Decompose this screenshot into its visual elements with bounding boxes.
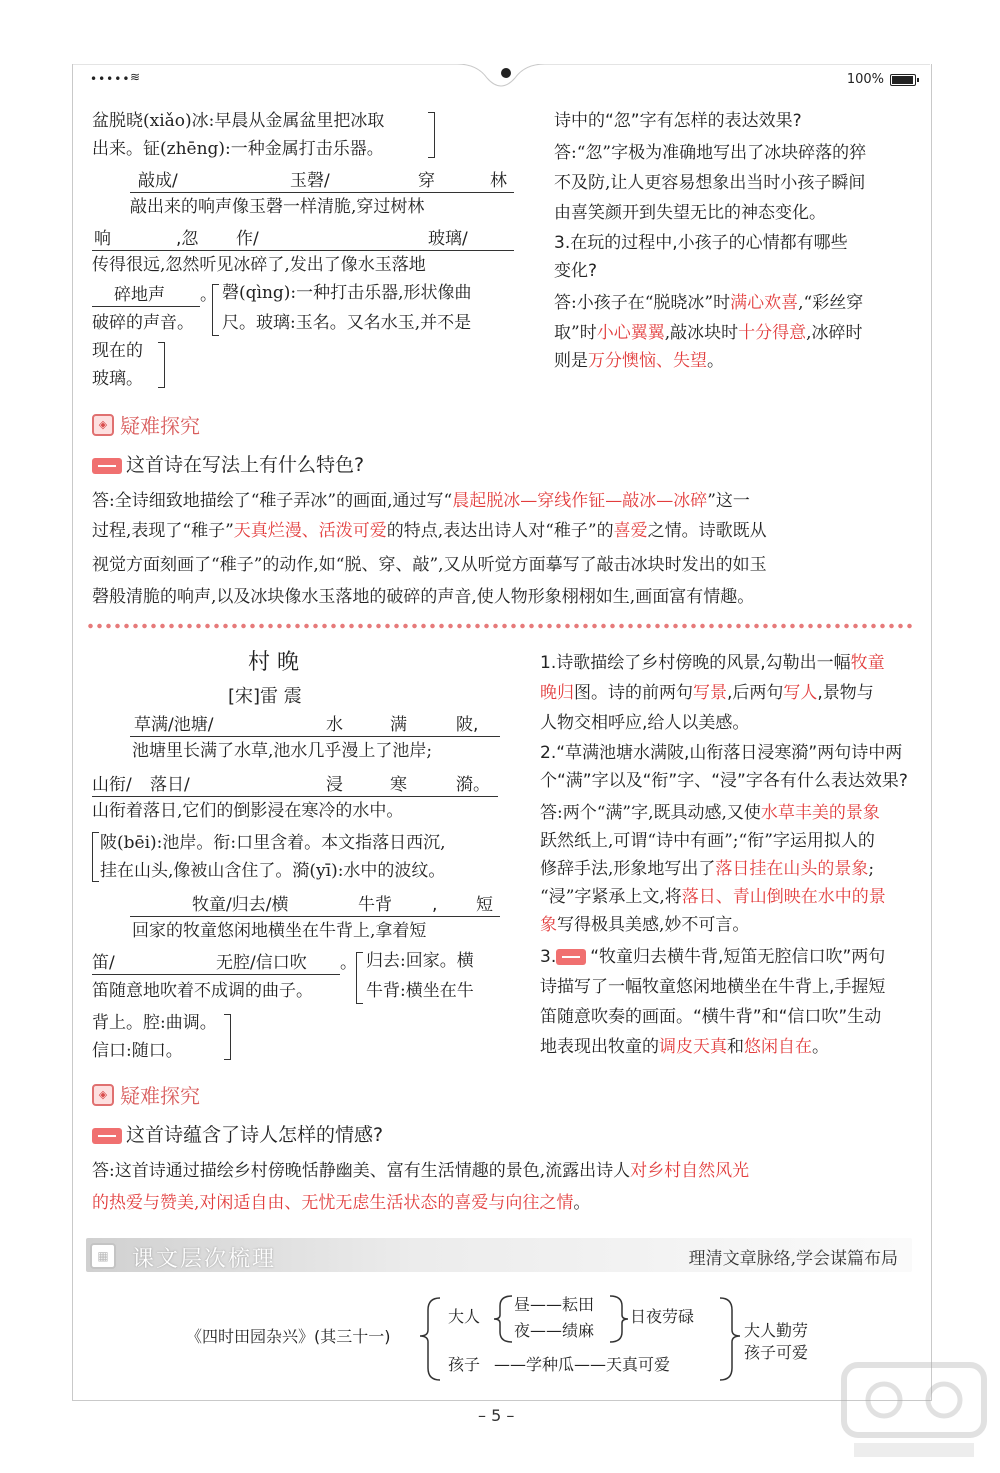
answer-line: [554, 348, 724, 374]
translation-line: 传得很远,忽然听见冰碎了,发出了像水玉落地: [92, 255, 426, 275]
answer-line: [92, 1158, 749, 1184]
answer-highlight: 写人: [783, 683, 818, 703]
question-text: 地表现出牧童的: [540, 1037, 659, 1057]
diagram-conclusion: 孩子可爱: [744, 1343, 809, 1362]
poem-rhythm: 。: [200, 285, 217, 305]
note-bracket: [92, 832, 99, 882]
poem-rhythm: 草满/池塘/: [134, 715, 214, 735]
answer-highlight: 象: [540, 915, 557, 935]
question-text: 和: [727, 1037, 744, 1057]
underline: [130, 192, 514, 193]
answer-text: 。: [573, 1193, 591, 1213]
poem-rhythm: 碎地声: [114, 285, 165, 305]
answer-line: 视觉方面刻画了“稚子”的动作,如“脱、穿、敲”,又从听觉方面摹写了敲击冰块时发出的如玉: [92, 555, 767, 575]
banner-title: 课文层次梳理: [132, 1247, 277, 1272]
battery-icon: [890, 74, 916, 86]
poem-rhythm: 无腔/信口吹: [216, 953, 307, 973]
question-tag-icon: [92, 1128, 122, 1144]
diagram-child-chain: ——学种瓜——天真可爱: [494, 1355, 671, 1374]
answer-line: [92, 1190, 590, 1216]
section-banner: [86, 1238, 912, 1272]
note-bracket: [212, 284, 219, 336]
note-line: 信口:随口。: [92, 1041, 183, 1061]
question-text: 这首诗在写法上有什么特色?: [126, 454, 365, 476]
poem-rhythm: 林: [490, 171, 507, 191]
underline: [130, 916, 500, 917]
poem-rhythm: 敲成/: [138, 171, 178, 191]
answer-text: ;: [868, 859, 875, 879]
answer-text: 的特点,表达出诗人对“稚子”的: [386, 521, 614, 541]
banner-subtitle: 理清文章脉络,学会谋篇布局: [688, 1249, 898, 1269]
diagram-night: 夜——绩麻: [514, 1321, 595, 1340]
answer-highlight: 晨起脱冰—穿线作钲—敲冰—冰碎: [452, 491, 708, 511]
question-text: 3.: [540, 947, 557, 967]
banner-icon: ▦: [90, 1243, 116, 1269]
answer-highlight: 调皮天真: [659, 1037, 727, 1057]
answer-line: 由喜笑颜开到失望无比的神态变化。: [554, 203, 826, 223]
section-heading: [92, 1080, 200, 1109]
answer-highlight: 晚归: [540, 683, 574, 703]
answer-text: 之情。诗歌既从: [647, 521, 767, 541]
answer-highlight: 落日、青山倒映在水中的景: [681, 887, 886, 907]
answer-text: 则是: [554, 351, 588, 371]
note-line: 盆脱晓(xiǎo)冰:早晨从金属盆里把冰取: [92, 111, 385, 131]
answer-line: 跃然纸上,可谓“诗中有画”;“衔”字运用拟人的: [540, 831, 875, 851]
note-bracket: [356, 952, 363, 1004]
section-icon: ◈: [92, 1084, 114, 1106]
underline: [92, 796, 498, 797]
poem-rhythm: 作/: [236, 229, 259, 249]
wifi-icon: ≋: [130, 70, 141, 84]
note-bracket: [158, 342, 165, 388]
note-bracket: [224, 1014, 231, 1060]
translation-line: 回家的牧童悠闲地横坐在牛背上,拿着短: [132, 921, 427, 941]
dotted-divider: [86, 622, 914, 630]
poem-rhythm: 。: [340, 953, 357, 973]
poem-rhythm: 笛/: [92, 953, 115, 973]
answer-text: 答:两个“满”字,既具动感,又使: [540, 803, 761, 823]
note-line: 出来。钲(zhēng):一种金属打击乐器。: [92, 139, 384, 159]
question-line: [92, 452, 364, 478]
answer-text: 取”时: [554, 323, 597, 343]
poem-rhythm: 陂,: [456, 715, 479, 735]
diagram-adult: 大人: [448, 1307, 481, 1326]
poem-rhythm: 浸: [326, 775, 343, 795]
note-line: 现在的: [92, 341, 143, 361]
watermark-logo: [834, 1355, 994, 1465]
question-text: 图。诗的前两句: [574, 683, 693, 703]
note-bracket: [428, 112, 435, 158]
poem-rhythm: 响: [94, 229, 111, 249]
battery-percent: 100%: [846, 72, 884, 87]
answer-text: 写得极具美感,妙不可言。: [557, 915, 750, 935]
poem-rhythm: 寒: [390, 775, 407, 795]
section-title: 疑难探究: [120, 414, 200, 438]
question-text: 变化?: [554, 261, 598, 281]
underline: [92, 306, 200, 307]
section-heading: [92, 410, 200, 439]
answer-text: 答:小孩子在“脱晓冰”时: [554, 293, 731, 313]
answer-line: [92, 518, 767, 544]
answer-line: [540, 856, 874, 882]
question-text: 这首诗蕴含了诗人怎样的情感?: [126, 1124, 384, 1146]
poem-rhythm: 牛背: [358, 895, 392, 915]
question-text: 3.在玩的过程中,小孩子的心情都有哪些: [554, 233, 848, 253]
question-text: ,后两句: [727, 683, 784, 703]
note-line: 牛背:横坐在牛: [366, 981, 474, 1001]
answer-highlight: 喜爱: [613, 521, 648, 541]
answer-text: 过程,表现了“稚子”: [92, 521, 234, 541]
answer-line: [540, 884, 886, 910]
translation-line: 池塘里长满了水草,池水几乎漫上了池岸;: [132, 741, 433, 761]
poem-rhythm: 满: [390, 715, 407, 735]
answer-text: 答:这首诗通过描绘乡村傍晚恬静幽美、富有生活情趣的景色,流露出诗人: [92, 1161, 631, 1181]
question-line: 个“满”字以及“衔”字、“浸”字各有什么表达效果?: [540, 771, 908, 791]
answer-line: [554, 290, 863, 316]
answer-line: [92, 488, 750, 514]
poem-rhythm: 漪。: [456, 775, 490, 795]
translation-line: 笛随意地吹着不成调的曲子。: [92, 981, 313, 1001]
question-line: 笛随意吹奏的画面。“横牛背”和“信口吹”生动: [540, 1007, 882, 1027]
note-line: 陂(bēi):池岸。衔:口里含着。本文指落日西沉,: [100, 833, 446, 853]
poem-rhythm: 牧童/归去/横: [192, 895, 289, 915]
note-line: 归去:回家。横: [366, 951, 474, 971]
underline: [92, 250, 514, 251]
answer-text: ,冰碎时: [806, 323, 863, 343]
poem-title: 村 晚: [248, 650, 299, 675]
answer-highlight: 天真烂漫、活泼可爱: [233, 521, 387, 541]
poem-rhythm: 山衔/: [92, 775, 132, 795]
question-line: 2.“草满池塘水满陂,山衔落日浸寒漪”两句诗中两: [540, 743, 903, 763]
note-line: 玻璃。: [92, 369, 143, 389]
poem-rhythm: ,: [432, 895, 438, 915]
answer-line: 磬般清脆的响声,以及冰块像水玉落地的破碎的声音,使人物形象栩栩如生,画面富有情趣。: [92, 587, 755, 607]
question-line: 诗描写了一幅牧童悠闲地横坐在牛背上,手握短: [540, 977, 886, 997]
question-text: “牧童归去横牛背,短笛无腔信口吹”两句: [590, 947, 886, 967]
poem-rhythm: 水: [326, 715, 343, 735]
answer-line: [540, 800, 880, 826]
underline: [130, 736, 500, 737]
camera-icon: [501, 68, 511, 78]
answer-highlight: 悠闲自在: [744, 1037, 812, 1057]
answer-text: ”这一: [707, 491, 750, 511]
answer-highlight: 水草丰美的景象: [760, 803, 880, 823]
answer-highlight: 万分懊恼、失望: [588, 351, 707, 371]
poem-author: [宋]雷 震: [228, 686, 302, 707]
answer-highlight: 写景: [693, 683, 727, 703]
note-line: 背上。腔:曲调。: [92, 1013, 217, 1033]
diagram-adult-summary: 日夜劳碌: [630, 1307, 695, 1326]
page-number: – 5 –: [478, 1406, 515, 1425]
answer-text: ,“彩丝穿: [798, 293, 864, 313]
section-icon: ◈: [92, 414, 114, 436]
answer-line: [540, 912, 749, 938]
question-line: [540, 650, 885, 676]
diagram-day: 昼——耘田: [514, 1295, 595, 1314]
note-line: 磬(qìng):一种打击乐器,形状像曲: [222, 283, 472, 303]
status-bar: [72, 64, 930, 100]
poem-rhythm: 玻璃/: [428, 229, 468, 249]
answer-text: 修辞手法,形象地写出了: [540, 859, 716, 879]
answer-highlight: 落日挂在山头的景象: [715, 859, 869, 879]
note-line: 尺。玻璃:玉名。又名水玉,并不是: [222, 313, 472, 333]
answer-highlight: 小心翼翼: [596, 323, 665, 343]
diagram-child: 孩子: [448, 1355, 481, 1374]
translation-line: 敲出来的响声像玉磬一样清脆,穿过树林: [130, 197, 425, 217]
question-line: [540, 1034, 829, 1060]
question-text: 。: [812, 1037, 829, 1057]
section-title: 疑难探究: [120, 1084, 200, 1108]
translation-line: 破碎的声音。: [92, 313, 194, 333]
question-text: 1.诗歌描绘了乡村傍晚的风景,勾勒出一幅: [540, 653, 851, 673]
question-tag-icon: [556, 949, 586, 965]
question-line: [540, 944, 885, 970]
diagram-root: 《四时田园杂兴》(其三十一): [186, 1327, 391, 1346]
diagram-conclusion: 大人勤劳: [744, 1321, 809, 1340]
poem-rhythm: 穿: [418, 171, 435, 191]
underline: [92, 974, 340, 975]
answer-text: “浸”字紧承上文,将: [540, 887, 682, 907]
answer-highlight: 十分得意: [738, 323, 807, 343]
question-tag-icon: [92, 458, 122, 474]
answer-line: 答:“忽”字极为准确地写出了冰块碎落的猝: [554, 143, 867, 163]
question-text: 诗中的“忽”字有怎样的表达效果?: [554, 111, 802, 131]
signal-icon: •••••: [90, 72, 131, 86]
answer-highlight: 满心欢喜: [730, 293, 799, 313]
poem-rhythm: 短: [476, 895, 493, 915]
question-text: ,景物与: [817, 683, 874, 703]
answer-highlight: 对乡村自然风光: [630, 1161, 750, 1181]
answer-highlight: 牧童: [850, 653, 885, 673]
translation-line: 山衔着落日,它们的倒影浸在寒冷的水中。: [92, 801, 404, 821]
answer-line: 不及防,让人更容易想象出当时小孩子瞬间: [554, 173, 866, 193]
question-line: [92, 1122, 383, 1148]
answer-highlight: 的热爱与赞美,对闲适自由、无忧无虑生活状态的喜爱与向往之情: [92, 1193, 574, 1213]
note-line: 挂在山头,像被山含住了。漪(yī):水中的波纹。: [100, 861, 446, 881]
poem-rhythm: 落日/: [150, 775, 190, 795]
answer-text: 。: [707, 351, 724, 371]
question-line: [540, 680, 874, 706]
answer-line: [554, 320, 863, 346]
answer-text: 答:全诗细致地描绘了“稚子弄冰”的画面,通过写“: [92, 491, 453, 511]
poem-rhythm: ,忽: [176, 229, 199, 249]
question-line: 人物交相呼应,给人以美感。: [540, 713, 750, 733]
answer-text: ,敲冰块时: [664, 323, 739, 343]
poem-rhythm: 玉磬/: [290, 171, 330, 191]
